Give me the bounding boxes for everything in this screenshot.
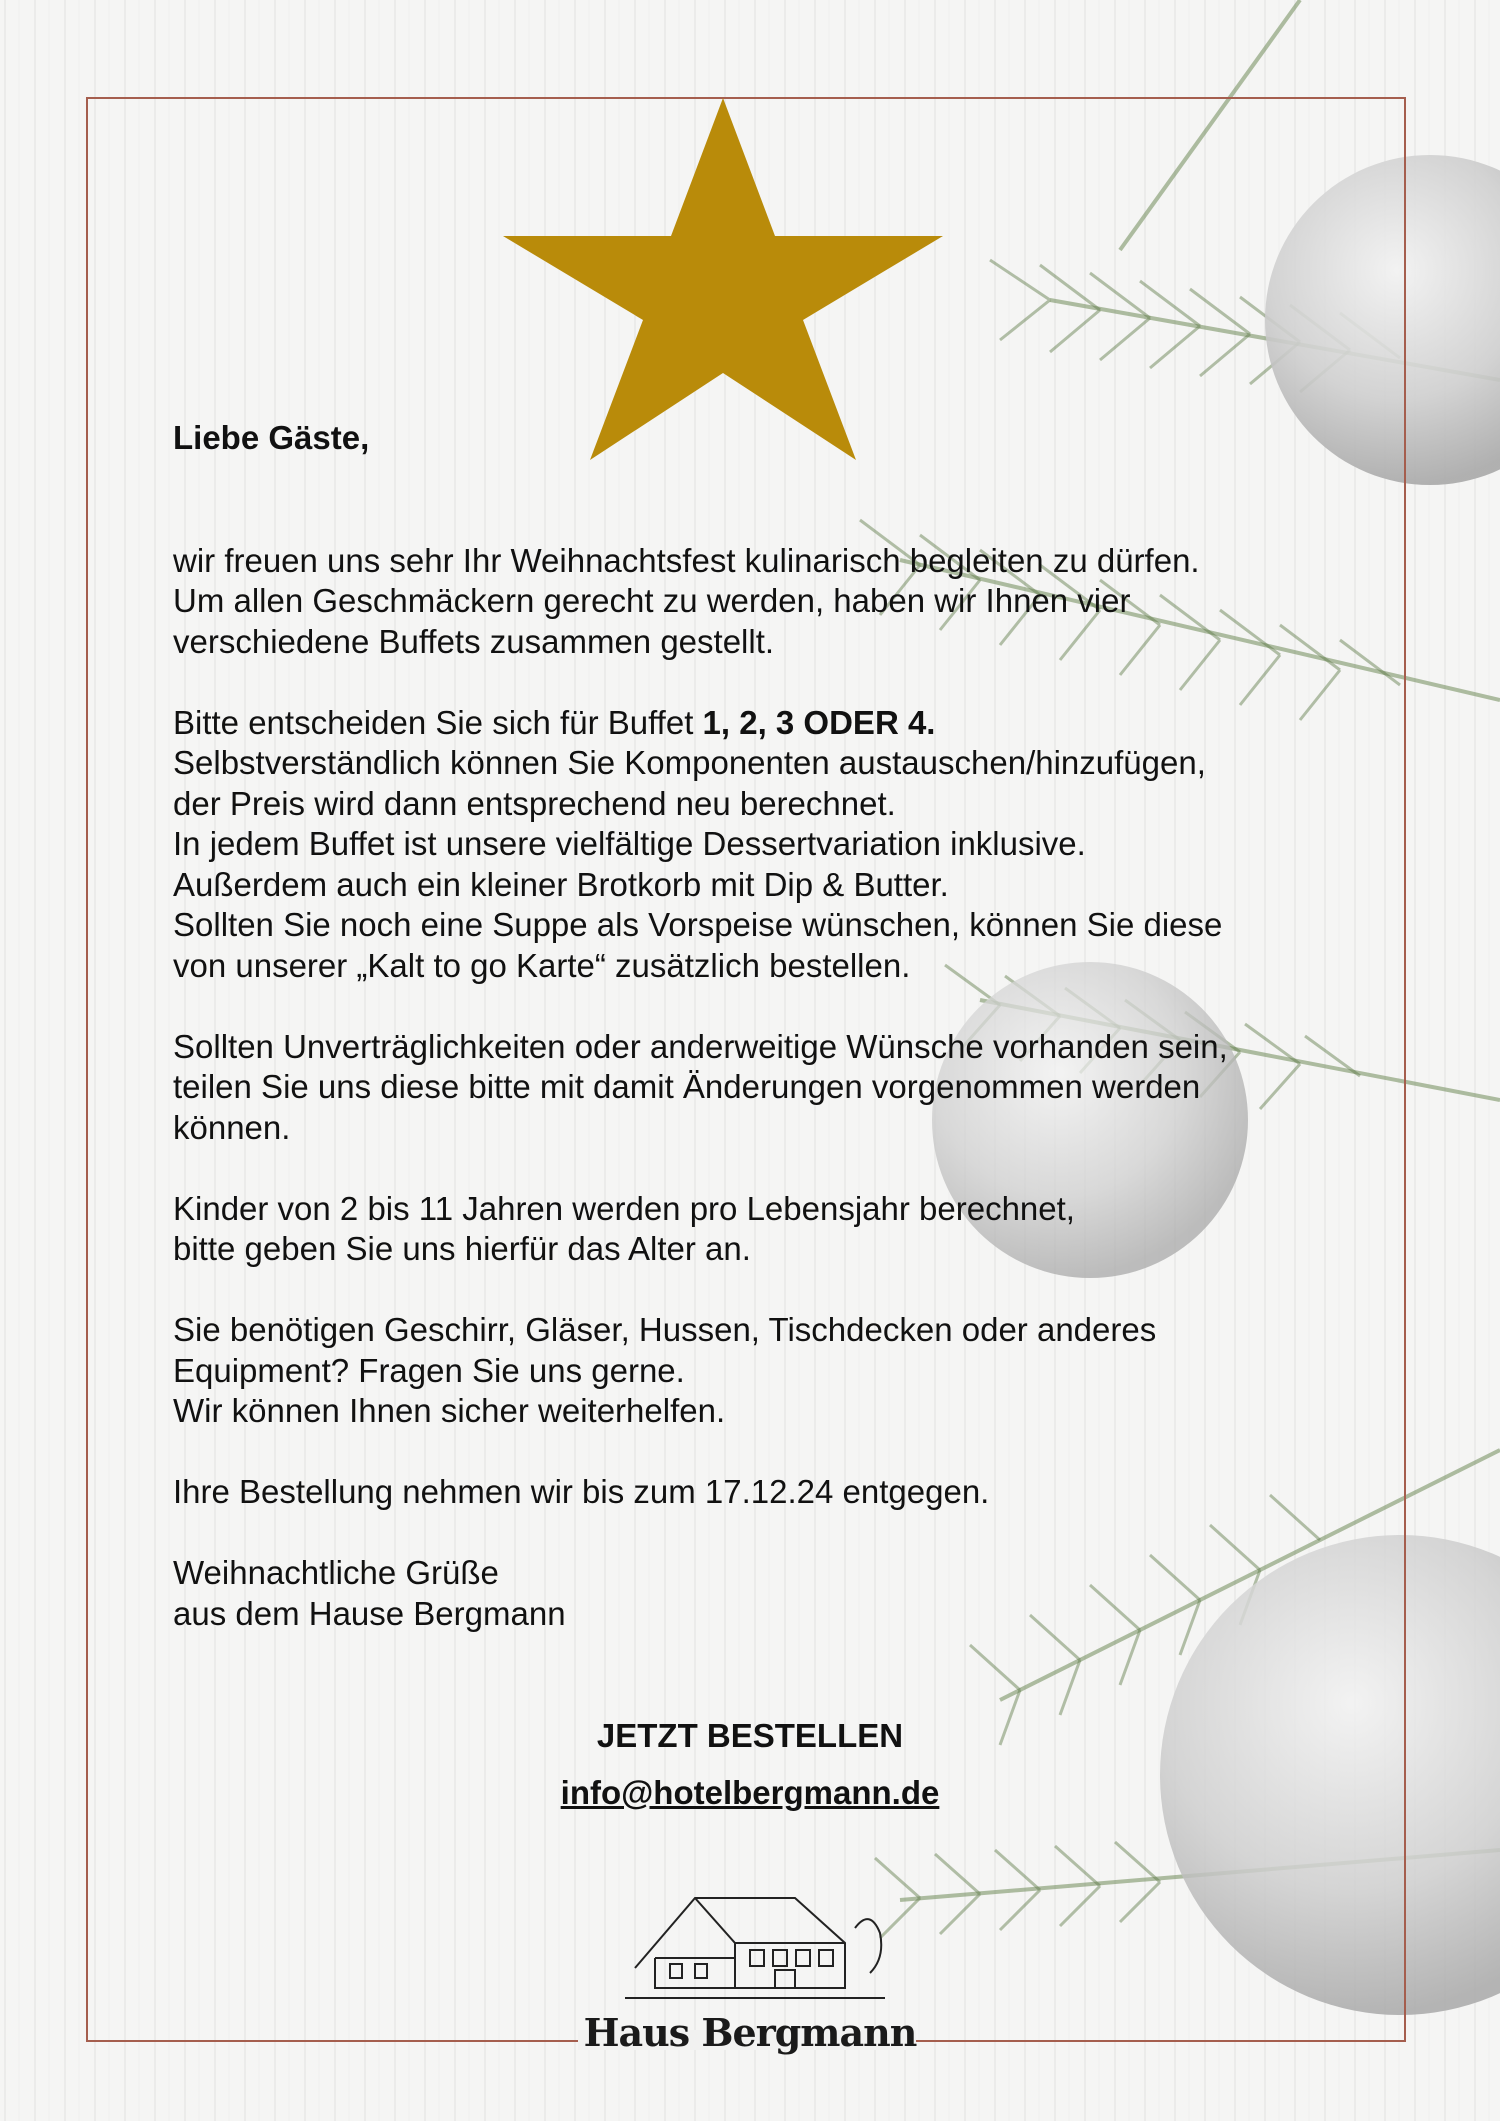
buffet-options: 1, 2, 3 ODER 4. xyxy=(702,703,936,741)
closing-greeting: Weihnachtliche Grüße aus dem Hause Bergmann xyxy=(173,1554,566,1632)
children-paragraph: Kinder von 2 bis 11 Jahren werden pro Lebensjahr berechnet, bitte geben Sie uns hierfür das Alter an. xyxy=(173,1189,1075,1267)
buffet-paragraph xyxy=(173,703,1353,987)
order-call-to-action xyxy=(0,1716,1500,1813)
order-now-label: JETZT BESTELLEN xyxy=(596,1717,904,1754)
logo-wordmark: Haus Bergmann xyxy=(583,2010,917,2055)
buffet-details: Selbstverständlich können Sie Komponenten austauschen/hinzufügen, der Preis wird dann entsprechend neu berechnet. In jedem Buffet ist unsere vielfältige Dessertvariation inklusive. Außerdem auch ein kleiner Brotkorb mit Dip & Butter. Sollten Sie noch eine Suppe als Vorspeise wünschen, können Sie diese von unserer „Kalt to go Karte“ zusätzlich bestellen. xyxy=(173,744,1223,984)
greeting: Liebe Gäste, xyxy=(173,419,370,456)
deadline-paragraph: Ihre Bestellung nehmen wir bis zum 17.12.24 entgegen. xyxy=(173,1473,990,1510)
intro-paragraph: wir freuen uns sehr Ihr Weihnachtsfest kulinarisch begleiten zu dürfen. Um allen Geschmäckern gerecht zu werden, haben wir Ihnen vier verschiedene Buffets zusammen gestellt. xyxy=(173,541,1200,660)
gold-star-icon xyxy=(503,98,943,460)
buffet-choice-text: Bitte entscheiden Sie sich für Buffet xyxy=(173,703,703,741)
letter-body xyxy=(173,418,1353,1675)
equipment-paragraph: Sie benötigen Geschirr, Gläser, Hussen, Tischdecken oder anderes Equipment? Fragen Sie uns gerne. Wir können Ihnen sicher weiterhelfen. xyxy=(173,1311,1157,1429)
house-logo-icon xyxy=(625,1868,885,2008)
email-link[interactable]: info@hotelbergmann.de xyxy=(560,1774,940,1811)
intolerance-paragraph: Sollten Unverträglichkeiten oder anderweitige Wünsche vorhanden sein, teilen Sie uns diese bitte mit damit Änderungen vorgenommen werden können. xyxy=(173,1027,1228,1146)
